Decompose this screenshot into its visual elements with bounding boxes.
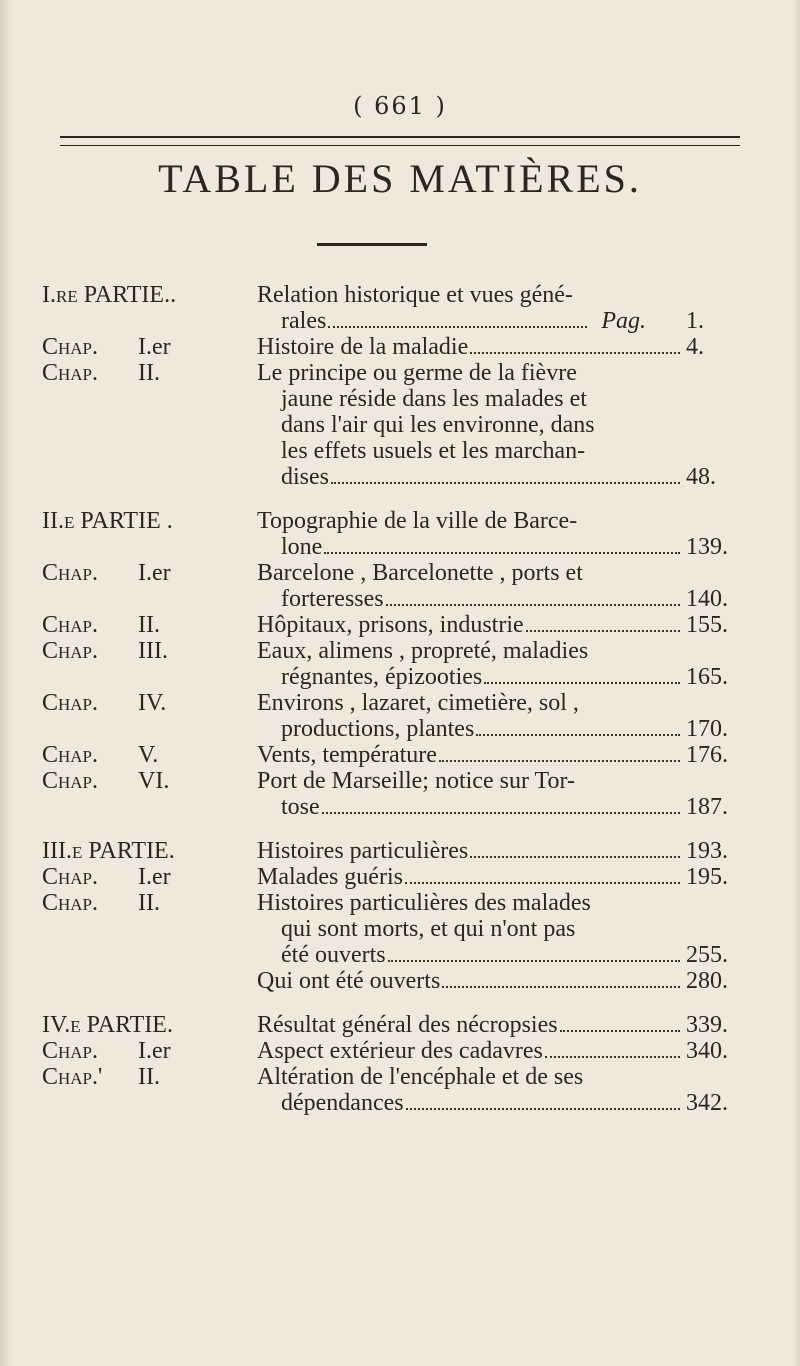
page-title: TABLE DES MATIÈRES. [158, 156, 642, 201]
page-number: 155. [686, 612, 728, 638]
entry-text-line: Malades guéris [257, 864, 403, 890]
page-number: 280. [686, 968, 728, 994]
toc-part-entry [42, 508, 742, 560]
entry-text [257, 638, 742, 690]
page-number: 165. [686, 664, 728, 690]
entry-last-line [257, 838, 742, 864]
entry-text-line: Histoires particulières des malades [257, 890, 591, 916]
entry-label-kind: Chap.' [42, 1064, 103, 1090]
toc-chapter-entry [42, 1064, 742, 1116]
entry-label-number: I.er [138, 560, 171, 586]
dot-leader [470, 352, 680, 354]
entry-text [257, 1012, 742, 1038]
entry-label [42, 1038, 257, 1064]
entry-label-number: II. [138, 612, 160, 638]
dot-leader [442, 986, 680, 988]
entry-label [42, 638, 257, 690]
entry-label [42, 334, 257, 360]
entry-label [42, 612, 257, 638]
entry-text-line: dises [281, 464, 329, 490]
dot-leader [545, 1056, 680, 1058]
entry-text-line: Résultat général des nécropsies [257, 1012, 558, 1038]
entry-label-kind: Chap. [42, 690, 99, 716]
page-right-edge [792, 0, 800, 1366]
entry-label [42, 560, 257, 612]
entry-label-number [176, 282, 257, 334]
page-number: 170. [686, 716, 728, 742]
toc-chapter-entry [42, 334, 742, 360]
page-header: ( 661 ) [353, 92, 447, 120]
entry-text [257, 838, 742, 864]
entry-text-line: dépendances [281, 1090, 404, 1116]
toc-chapter-entry [42, 612, 742, 638]
entry-text [257, 612, 742, 638]
dot-leader [560, 1030, 680, 1032]
entry-label-kind: Chap. [42, 1038, 99, 1064]
dot-leader [331, 482, 680, 484]
entry-text [257, 890, 742, 968]
entry-text [257, 968, 742, 994]
entry-text-line: Environs , lazaret, cimetière, sol , [257, 690, 579, 716]
toc-chapter-entry [42, 1038, 742, 1064]
page-number: 193. [686, 838, 728, 864]
entry-label-number [175, 838, 257, 864]
page-number: 1. [686, 308, 704, 334]
title-rule [317, 243, 427, 246]
entry-text-line: Le principe ou germe de la fièvre [257, 360, 577, 386]
entry-text [257, 508, 742, 560]
entry-label-kind: IV.e PARTIE. [42, 1012, 173, 1038]
entry-label [42, 1012, 257, 1038]
entry-label [42, 1064, 257, 1116]
entry-label-kind: I.re PARTIE.. [42, 282, 177, 308]
toc-chapter-entry [42, 360, 742, 490]
dot-leader [439, 760, 680, 762]
entry-label-kind: Chap. [42, 360, 99, 386]
page-abbreviation: Pag. [601, 308, 646, 334]
page-number: 4. [686, 334, 704, 360]
entry-label-kind: Chap. [42, 864, 99, 890]
page-number: 140. [686, 586, 728, 612]
entry-text [257, 1064, 742, 1116]
entry-label [42, 838, 257, 864]
dot-leader [322, 812, 680, 814]
entry-last-line [257, 968, 742, 994]
entry-text [257, 282, 742, 334]
entry-label-kind: Chap. [42, 334, 99, 360]
entry-text-line: Altération de l'encéphale et de ses [257, 1064, 584, 1090]
page-number: 187. [686, 794, 728, 820]
entry-label-kind: II.e PARTIE . [42, 508, 173, 534]
entry-text [257, 334, 742, 360]
toc-chapter-entry [42, 690, 742, 742]
entry-label [42, 282, 257, 334]
entry-label-number: VI. [138, 768, 170, 794]
dot-leader [476, 734, 680, 736]
toc-chapter-entry [42, 560, 742, 612]
entry-last-line [257, 742, 742, 768]
entry-label-number: I.er [138, 1038, 171, 1064]
dot-leader [406, 1108, 680, 1110]
entry-label [42, 360, 257, 490]
entry-last-line [257, 794, 742, 820]
entry-last-line [257, 464, 742, 490]
dot-leader [470, 856, 680, 858]
toc-chapter-entry [42, 968, 742, 994]
entry-label-kind: Chap. [42, 638, 99, 664]
dot-leader [484, 682, 680, 684]
entry-last-line [257, 664, 742, 690]
entry-text-line: été ouverts [281, 942, 386, 968]
entry-text-line: Hôpitaux, prisons, industrie [257, 612, 524, 638]
entry-text [257, 690, 742, 742]
entry-label-number [138, 968, 257, 994]
entry-label-number: I.er [138, 864, 171, 890]
entry-text-line: Port de Marseille; notice sur Tor- [257, 768, 575, 794]
header-double-rule [60, 136, 740, 146]
entry-text-line: rales [281, 308, 327, 334]
entry-label [42, 864, 257, 890]
entry-label [42, 742, 257, 768]
entry-label [42, 508, 257, 560]
entry-label-number [173, 1012, 257, 1038]
entry-label-number: II. [138, 360, 160, 386]
toc-part-entry [42, 1012, 742, 1038]
dot-leader [405, 882, 680, 884]
entry-text-line: Qui ont été ouverts [257, 968, 441, 994]
entry-label-kind: Chap. [42, 612, 99, 638]
entry-label-number: II. [138, 890, 160, 916]
entry-last-line [257, 308, 742, 334]
entry-label-kind: III.e PARTIE. [42, 838, 175, 864]
entry-label-number: I.er [138, 334, 171, 360]
entry-text-line: Aspect extérieur des cadavres [257, 1038, 543, 1064]
entry-text-line: Relation historique et vues géné- [257, 282, 573, 308]
entry-last-line [257, 864, 742, 890]
entry-text-line: Eaux, alimens , propreté, maladies [257, 638, 589, 664]
entry-last-line [257, 1090, 742, 1116]
entry-text-line: Histoires particulières [257, 838, 469, 864]
dot-leader [386, 604, 680, 606]
toc-chapter-entry [42, 890, 742, 968]
entry-label-number: V. [138, 742, 159, 768]
entry-label [42, 690, 257, 742]
entry-last-line [257, 942, 742, 968]
toc-chapter-entry [42, 768, 742, 820]
toc-part-entry [42, 838, 742, 864]
page-number: 340. [686, 1038, 728, 1064]
entry-text-line: dans l'air qui les environne, dans [281, 412, 595, 438]
dot-leader [526, 630, 680, 632]
entry-label [42, 968, 257, 994]
entry-text-line: régnantes, épizooties [281, 664, 483, 690]
entry-last-line [257, 1012, 742, 1038]
entry-label-number: II. [138, 1064, 160, 1090]
page-number: 195. [686, 864, 728, 890]
toc-chapter-entry [42, 864, 742, 890]
entry-last-line [257, 716, 742, 742]
dot-leader [388, 960, 680, 962]
page-number: 339. [686, 1012, 728, 1038]
entry-text [257, 560, 742, 612]
entry-text [257, 1038, 742, 1064]
table-of-contents [42, 282, 742, 1116]
entry-text-line: les effets usuels et les marchan- [281, 438, 586, 464]
entry-label-number: IV. [138, 690, 167, 716]
page-number: 342. [686, 1090, 728, 1116]
page-number: 176. [686, 742, 728, 768]
entry-last-line [257, 534, 742, 560]
entry-text-line: qui sont morts, et qui n'ont pas [281, 916, 576, 942]
entry-text-line: productions, plantes [281, 716, 475, 742]
dot-leader [324, 552, 680, 554]
entry-text [257, 360, 742, 490]
dot-leader [328, 326, 587, 328]
entry-text-line: Vents, température [257, 742, 437, 768]
page-number: 255. [686, 942, 728, 968]
entry-label-kind: Chap. [42, 742, 99, 768]
entry-label-kind: Chap. [42, 560, 99, 586]
entry-label-kind: Chap. [42, 768, 99, 794]
entry-label-kind [42, 968, 138, 994]
page-gutter-shadow [0, 0, 14, 1366]
entry-label [42, 768, 257, 820]
toc-chapter-entry [42, 742, 742, 768]
entry-text-line: tose [281, 794, 320, 820]
toc-chapter-entry [42, 638, 742, 690]
entry-text-line: Barcelone , Barcelonette , ports et [257, 560, 583, 586]
entry-text [257, 768, 742, 820]
entry-last-line [257, 334, 742, 360]
entry-last-line [257, 1038, 742, 1064]
entry-text-line: jaune réside dans les malades et [281, 386, 587, 412]
entry-text [257, 742, 742, 768]
entry-text-line: Histoire de la maladie [257, 334, 469, 360]
entry-text-line: lone [281, 534, 323, 560]
page-number: 139. [686, 534, 728, 560]
entry-label-kind: Chap. [42, 890, 99, 916]
entry-last-line [257, 612, 742, 638]
entry-label [42, 890, 257, 968]
entry-text-line: forteresses [281, 586, 384, 612]
entry-text [257, 864, 742, 890]
entry-label-number [173, 508, 257, 560]
toc-part-entry [42, 282, 742, 334]
entry-label-number: III. [138, 638, 168, 664]
page-number: 48. [686, 464, 716, 490]
entry-last-line [257, 586, 742, 612]
entry-text-line: Topographie de la ville de Barce- [257, 508, 578, 534]
